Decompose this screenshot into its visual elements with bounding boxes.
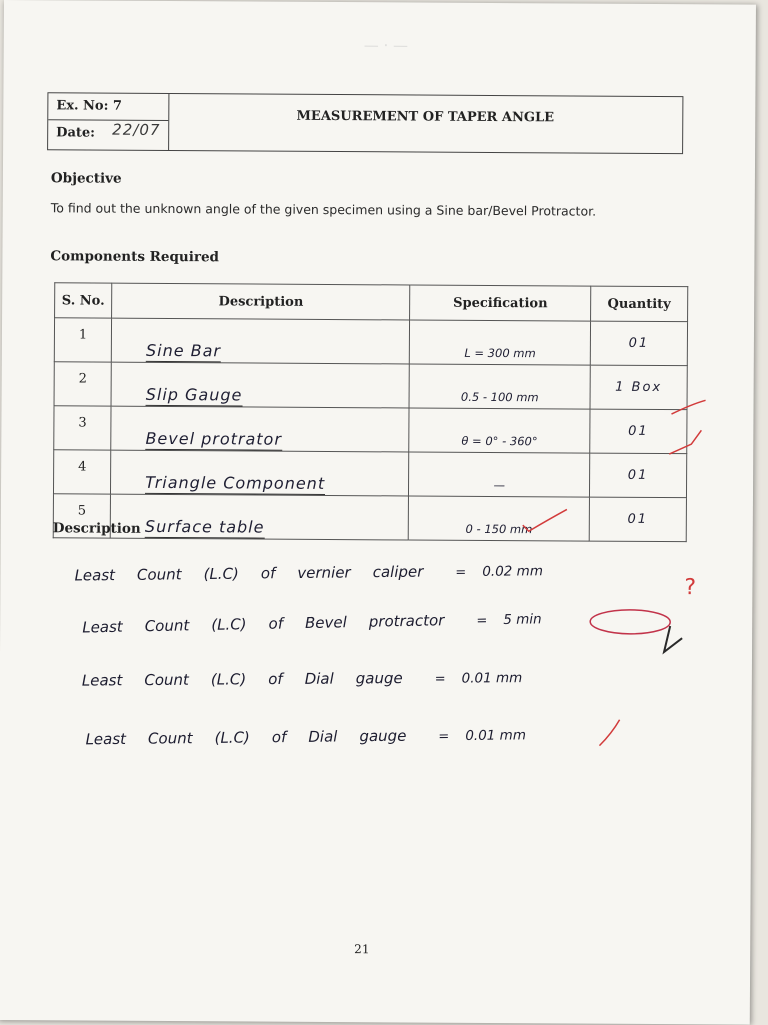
- table-row: [53, 494, 686, 542]
- hw-value: 0.01 mm: [465, 727, 527, 745]
- hw-value: 5 min: [503, 611, 542, 629]
- tick-mark: [599, 720, 619, 746]
- cell-quantity: 01: [590, 409, 687, 454]
- hw-word: of: [268, 614, 284, 633]
- description-text: Surface table: [144, 516, 265, 537]
- hw-word: Count: [147, 729, 193, 748]
- cell-description: [110, 494, 409, 540]
- cell-specification: θ = 0° - 360°: [409, 408, 590, 453]
- least-count-line: [85, 725, 526, 748]
- header-meta: [48, 93, 169, 150]
- hw-value: 0.01 mm: [461, 670, 523, 687]
- cell-description: [111, 406, 410, 452]
- hw-word: vernier: [297, 563, 351, 583]
- column-header-specification: Specification: [410, 285, 591, 321]
- page-number: 21: [354, 942, 370, 957]
- experiment-header: [47, 92, 683, 154]
- header-ex-cell: [48, 93, 168, 121]
- cell-sno: 3: [54, 406, 111, 450]
- least-count-line: [82, 668, 523, 689]
- hw-word: (L.C): [211, 615, 247, 634]
- hw-word: protractor: [368, 611, 445, 631]
- hw-word: Count: [144, 616, 190, 636]
- date-value: 22/07: [112, 120, 161, 139]
- hw-word: Dial: [308, 727, 338, 746]
- table-row: [54, 406, 687, 454]
- cell-sno: 1: [54, 318, 111, 362]
- hw-word: (L.C): [214, 728, 250, 747]
- cell-quantity: 01: [590, 321, 687, 366]
- hw-word: of: [260, 564, 276, 583]
- show-through-text: — · —: [363, 36, 409, 55]
- cell-description: [111, 450, 410, 496]
- column-header-sno: S. No.: [55, 283, 112, 318]
- hw-word: caliper: [372, 562, 424, 582]
- table-row: [53, 450, 686, 498]
- cell-sno: 2: [54, 362, 111, 406]
- cell-specification: L = 300 mm: [410, 320, 591, 365]
- cell-description: [111, 362, 410, 408]
- column-header-description: Description: [112, 283, 410, 320]
- hw-word: (L.C): [203, 564, 239, 584]
- cell-sno: 4: [53, 450, 110, 494]
- table-row: [54, 362, 687, 410]
- date-label: Date:: [56, 125, 96, 141]
- hw-word: of: [268, 669, 283, 689]
- cell-specification: 0.5 - 100 mm: [409, 364, 590, 409]
- hw-word: gauge: [355, 669, 403, 688]
- column-header-quantity: Quantity: [591, 286, 688, 322]
- cell-quantity: 01: [589, 497, 686, 542]
- experiment-title: MEASUREMENT OF TAPER ANGLE: [296, 108, 555, 126]
- hw-word: of: [271, 728, 287, 747]
- components-heading: Components Required: [50, 248, 220, 266]
- description-heading: Description: [52, 520, 141, 537]
- circled-annotation: [590, 610, 670, 634]
- cell-specification: 0 - 150 mm: [409, 496, 590, 541]
- hw-equals: =: [438, 729, 450, 745]
- objective-text: To find out the unknown angle of the given specimen using a Sine bar/Bevel Protractor.: [50, 200, 597, 219]
- hw-equals: =: [455, 565, 467, 581]
- description-text: Triangle Component: [145, 472, 326, 493]
- hw-word: Dial: [304, 669, 334, 688]
- hw-word: Least: [82, 617, 123, 637]
- hw-word: Count: [144, 670, 189, 690]
- cell-specification: —: [409, 452, 590, 497]
- cell-description: [111, 318, 410, 364]
- hw-word: gauge: [359, 726, 407, 746]
- hw-word: Count: [136, 565, 182, 584]
- question-mark-annotation: ?: [684, 575, 697, 601]
- hw-word: Least: [74, 566, 116, 585]
- description-text: Slip Gauge: [145, 384, 243, 405]
- table-header-row: [55, 283, 688, 322]
- least-count-line: [82, 609, 542, 636]
- description-text: Sine Bar: [145, 340, 222, 361]
- cell-quantity: 01: [589, 453, 686, 498]
- cell-sno: 5: [53, 494, 110, 538]
- cell-quantity: 1 Box: [590, 365, 687, 410]
- hw-equals: =: [434, 671, 446, 687]
- least-count-line: [74, 561, 543, 584]
- tick-mark: [664, 626, 682, 652]
- description-text: Bevel protrator: [145, 428, 283, 449]
- hw-value: 0.02 mm: [482, 563, 544, 580]
- objective-heading: Objective: [50, 170, 122, 187]
- hw-equals: =: [476, 613, 488, 629]
- table-row: [54, 318, 687, 366]
- components-table: [53, 282, 689, 542]
- experiment-number: Ex. No: 7: [56, 98, 123, 114]
- hw-word: Bevel: [304, 613, 347, 633]
- hw-word: Least: [85, 729, 127, 749]
- hw-word: (L.C): [210, 670, 247, 689]
- hw-word: Least: [81, 671, 123, 690]
